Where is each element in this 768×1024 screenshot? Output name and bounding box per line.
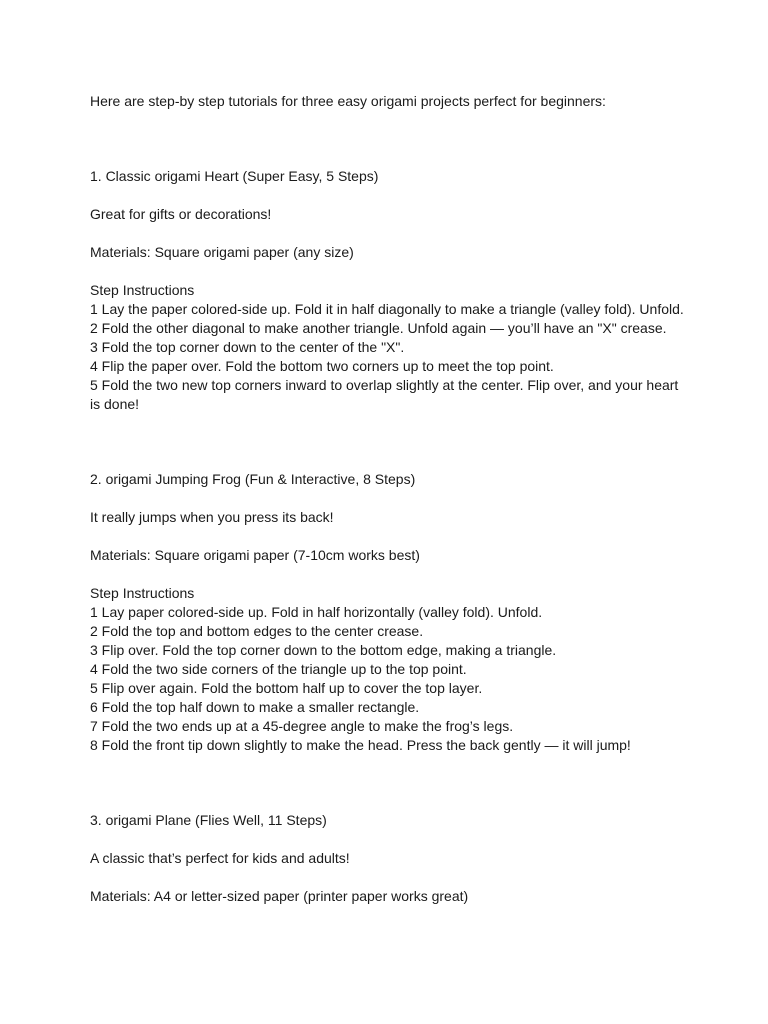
section-materials: Materials: A4 or letter-sized paper (printer paper works great) [90, 888, 469, 904]
tutorial-section-frog [90, 470, 690, 755]
step-line: 3 Flip over. Fold the top corner down to the bottom edge, making a triangle. [90, 642, 557, 658]
section-title: 3. origami Plane (Flies Well, 11 Steps) [90, 812, 327, 828]
tutorial-section-heart [90, 167, 690, 414]
step-line: 8 Fold the front tip down slightly to make the head. Press the back gently — it will jump! [90, 737, 631, 753]
step-line: 6 Fold the top half down to make a smaller rectangle. [90, 699, 420, 715]
step-line: 7 Fold the two ends up at a 45-degree angle to make the frog’s legs. [90, 718, 514, 734]
steps-heading: Step Instructions [90, 585, 195, 601]
step-line: 2 Fold the other diagonal to make another triangle. Unfold again — you’ll have an "X" crease. [90, 320, 667, 336]
tutorial-section-plane [90, 811, 690, 906]
section-materials: Materials: Square origami paper (any size) [90, 244, 354, 260]
section-description: Great for gifts or decorations! [90, 206, 272, 222]
section-title: 2. origami Jumping Frog (Fun & Interactive, 8 Steps) [90, 471, 416, 487]
step-line: 1 Lay the paper colored-side up. Fold it in half diagonally to make a triangle (valley fold). Unfold. [90, 301, 684, 317]
section-title: 1. Classic origami Heart (Super Easy, 5 Steps) [90, 168, 379, 184]
steps-heading: Step Instructions [90, 282, 195, 298]
step-line: 3 Fold the top corner down to the center of the "X". [90, 339, 405, 355]
step-line: 5 Flip over again. Fold the bottom half up to cover the top layer. [90, 680, 483, 696]
step-line: 4 Flip the paper over. Fold the bottom two corners up to meet the top point. [90, 358, 554, 374]
step-line: 1 Lay paper colored-side up. Fold in half horizontally (valley fold). Unfold. [90, 604, 543, 620]
section-materials: Materials: Square origami paper (7-10cm works best) [90, 547, 420, 563]
section-description: A classic that’s perfect for kids and adults! [90, 850, 350, 866]
step-line: 4 Fold the two side corners of the triangle up to the top point. [90, 661, 467, 677]
step-line: 5 Fold the two new top corners inward to overlap slightly at the center. Flip over, and your heart is done! [90, 377, 679, 412]
document-content [90, 92, 690, 962]
intro-paragraph: Here are step-by step tutorials for three easy origami projects perfect for beginners: [90, 93, 606, 109]
section-description: It really jumps when you press its back! [90, 509, 334, 525]
step-line: 2 Fold the top and bottom edges to the center crease. [90, 623, 424, 639]
